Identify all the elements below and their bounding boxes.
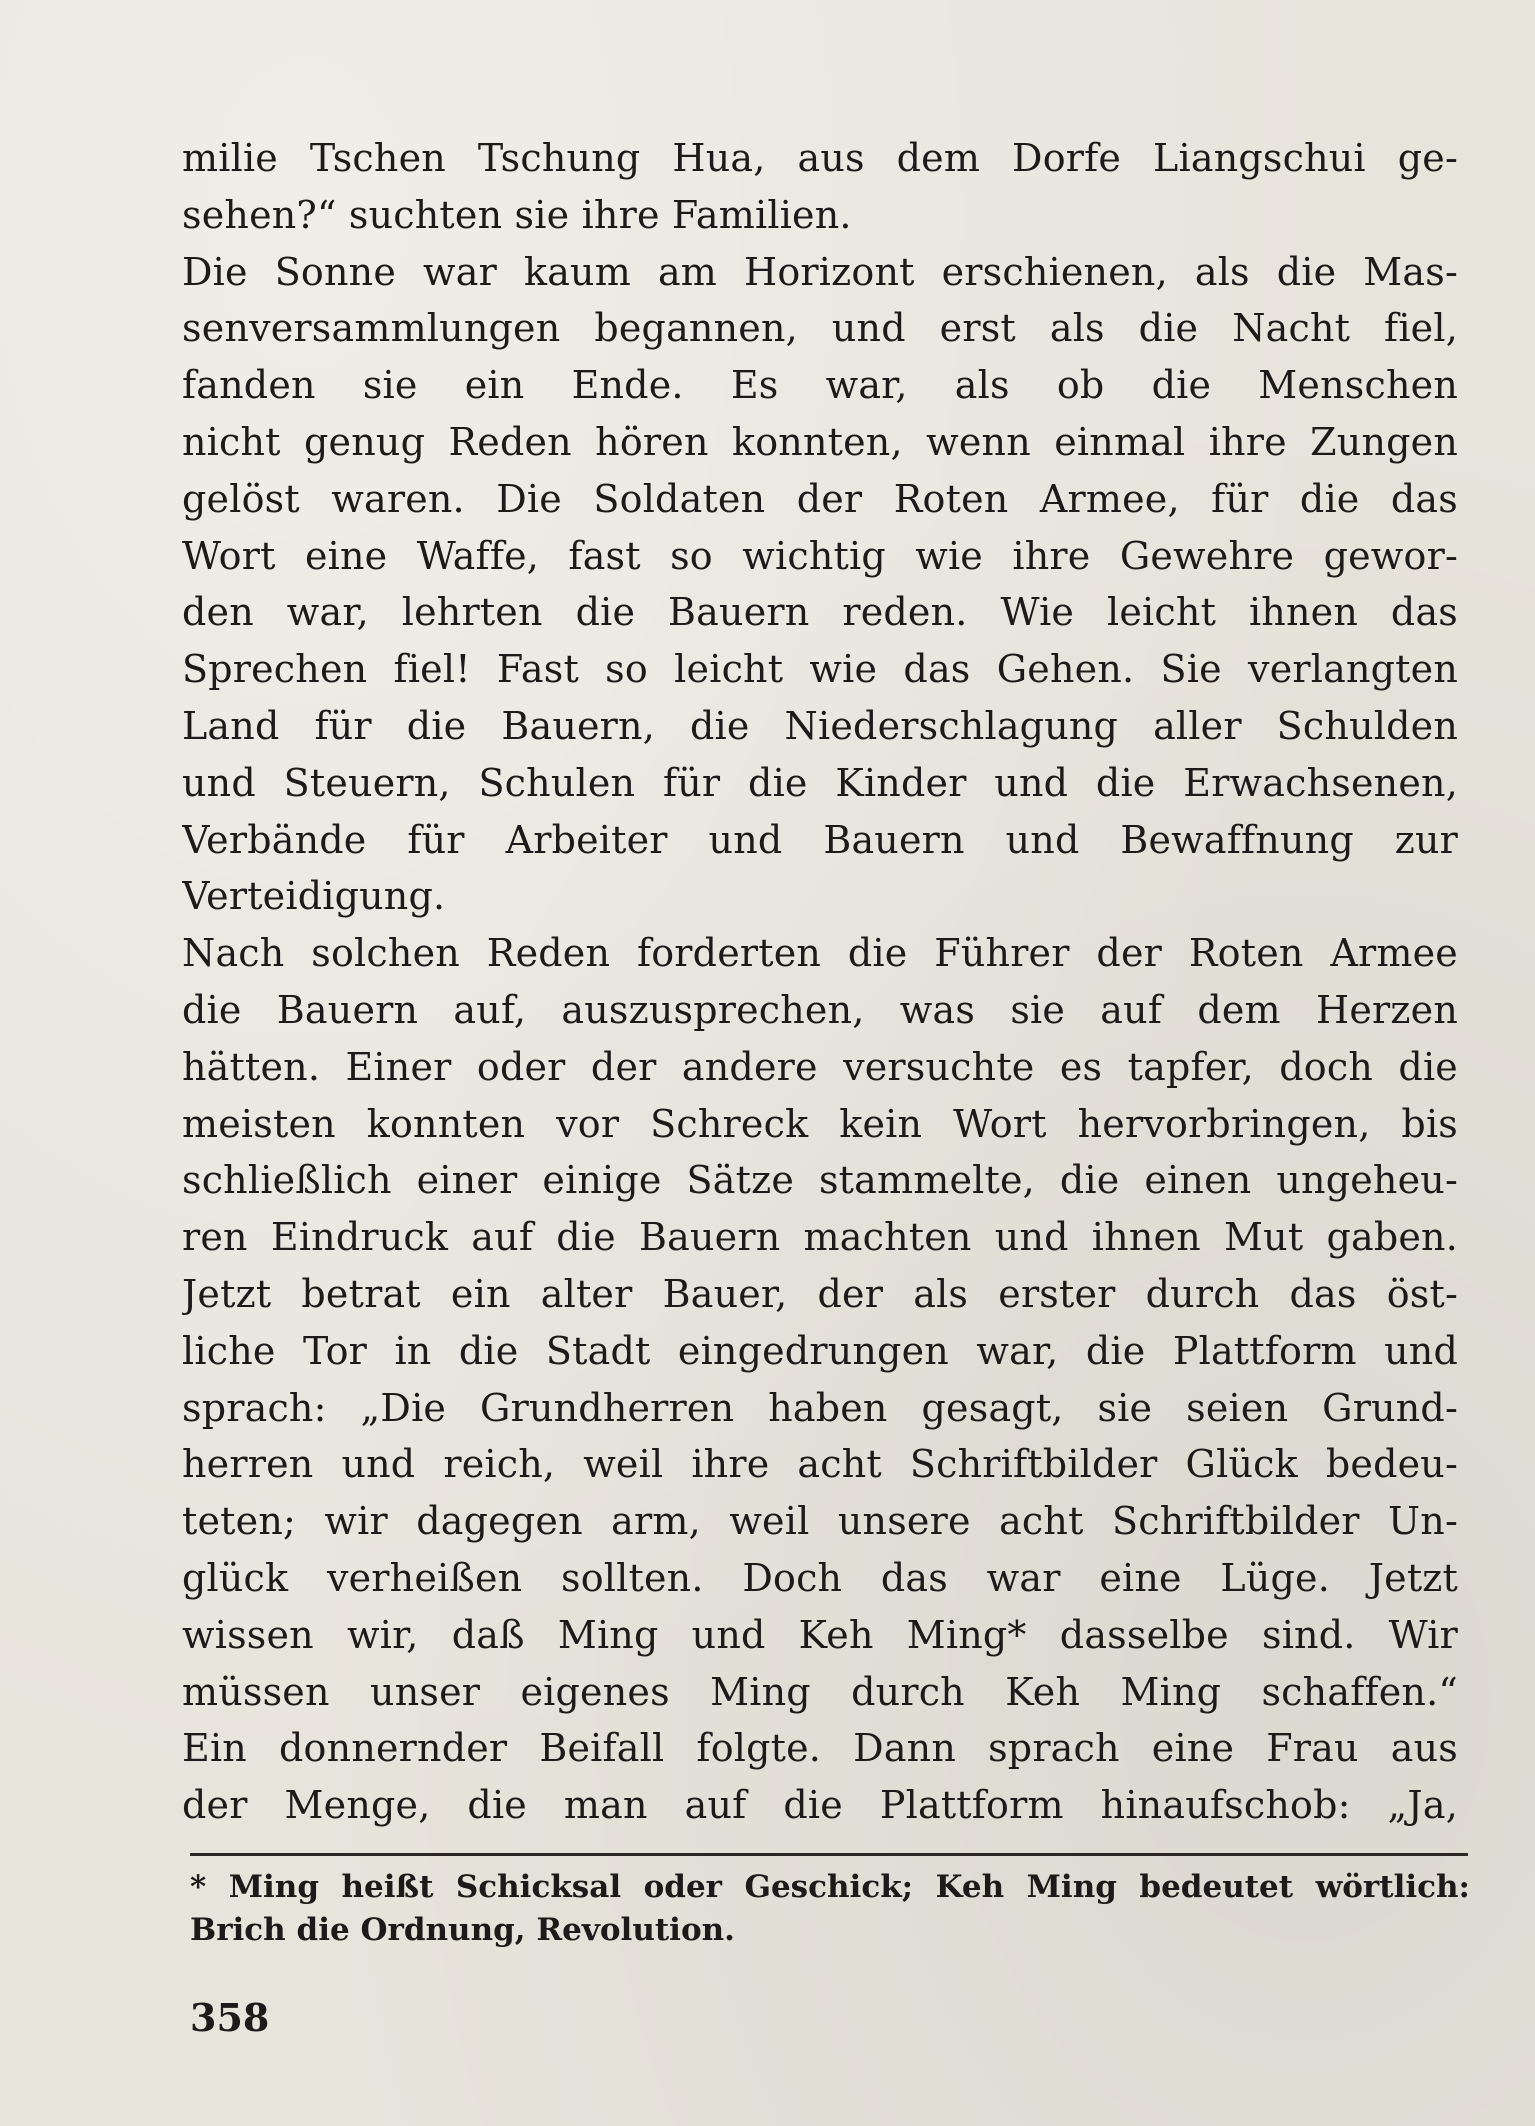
footnote-line: Brich die Ordnung, Revolution. [190, 1912, 735, 1948]
text-line: teten; wir dagegen arm, weil unsere acht Schriftbilder Un- [182, 1499, 1458, 1544]
text-line: und Steuern, Schulen für die Kinder und die Erwachsenen, [182, 760, 1458, 805]
footnote-divider [190, 1853, 1468, 1856]
footnote-line: * Ming heißt Schicksal oder Geschick; Keh Ming bedeutet wörtlich: [190, 1869, 1470, 1905]
text-line: den war, lehrten die Bauern reden. Wie leicht ihnen das [182, 590, 1458, 635]
text-line: Verteidigung. [182, 874, 446, 919]
text-line: sehen?“ suchten sie ihre Familien. [182, 192, 852, 237]
text-line: glück verheißen sollten. Doch das war eine Lüge. Jetzt [182, 1555, 1458, 1600]
text-line: Nach solchen Reden forderten die Führer der Roten Armee [182, 931, 1458, 976]
text-line: wissen wir, daß Ming und Keh Ming* dasselbe sind. Wir [182, 1612, 1458, 1657]
text-line: gelöst waren. Die Soldaten der Roten Armee, für die das [182, 476, 1458, 521]
text-line: schließlich einer einige Sätze stammelte, die einen ungeheu- [182, 1158, 1458, 1203]
text-line: senversammlungen begannen, und erst als die Nacht fiel, [182, 306, 1458, 351]
text-line: nicht genug Reden hören konnten, wenn einmal ihre Zungen [182, 419, 1458, 464]
text-line: ren Eindruck auf die Bauern machten und ihnen Mut gaben. [182, 1215, 1458, 1260]
text-line: hätten. Einer oder der andere versuchte es tapfer, doch die [182, 1044, 1458, 1089]
text-line: Die Sonne war kaum am Horizont erschienen, als die Mas- [182, 249, 1458, 294]
text-line: milie Tschen Tschung Hua, aus dem Dorfe Liangschui ge- [182, 136, 1458, 180]
text-line: liche Tor in die Stadt eingedrungen war, die Plattform und [182, 1328, 1458, 1373]
text-line: Verbände für Arbeiter und Bauern und Bewaffnung zur [182, 817, 1458, 862]
text-line: Ein donnernder Beifall folgte. Dann sprach eine Frau aus [182, 1726, 1458, 1771]
text-line: herren und reich, weil ihre acht Schriftbilder Glück bedeu- [182, 1442, 1458, 1487]
page-number: 358 [190, 1995, 270, 2040]
text-line: sprach: „Die Grundherren haben gesagt, sie seien Grund- [182, 1385, 1458, 1430]
text-line: meisten konnten vor Schreck kein Wort hervorbringen, bis [182, 1101, 1458, 1146]
text-line: die Bauern auf, auszusprechen, was sie auf dem Herzen [182, 987, 1458, 1032]
body-text [182, 130, 1458, 1834]
text-line: fanden sie ein Ende. Es war, als ob die Menschen [182, 363, 1458, 408]
text-line: Land für die Bauern, die Niederschlagung aller Schulden [182, 703, 1458, 748]
text-line: Sprechen fiel! Fast so leicht wie das Gehen. Sie verlangten [182, 647, 1458, 692]
text-line: Wort eine Waffe, fast so wichtig wie ihre Gewehre gewor- [182, 533, 1458, 578]
text-line: der Menge, die man auf die Plattform hinaufschob: „Ja, [182, 1783, 1458, 1828]
text-line: Jetzt betrat ein alter Bauer, der als erster durch das öst- [182, 1271, 1458, 1316]
footnote [190, 1866, 1470, 1952]
text-line: müssen unser eigenes Ming durch Keh Ming schaffen.“ [182, 1669, 1458, 1714]
